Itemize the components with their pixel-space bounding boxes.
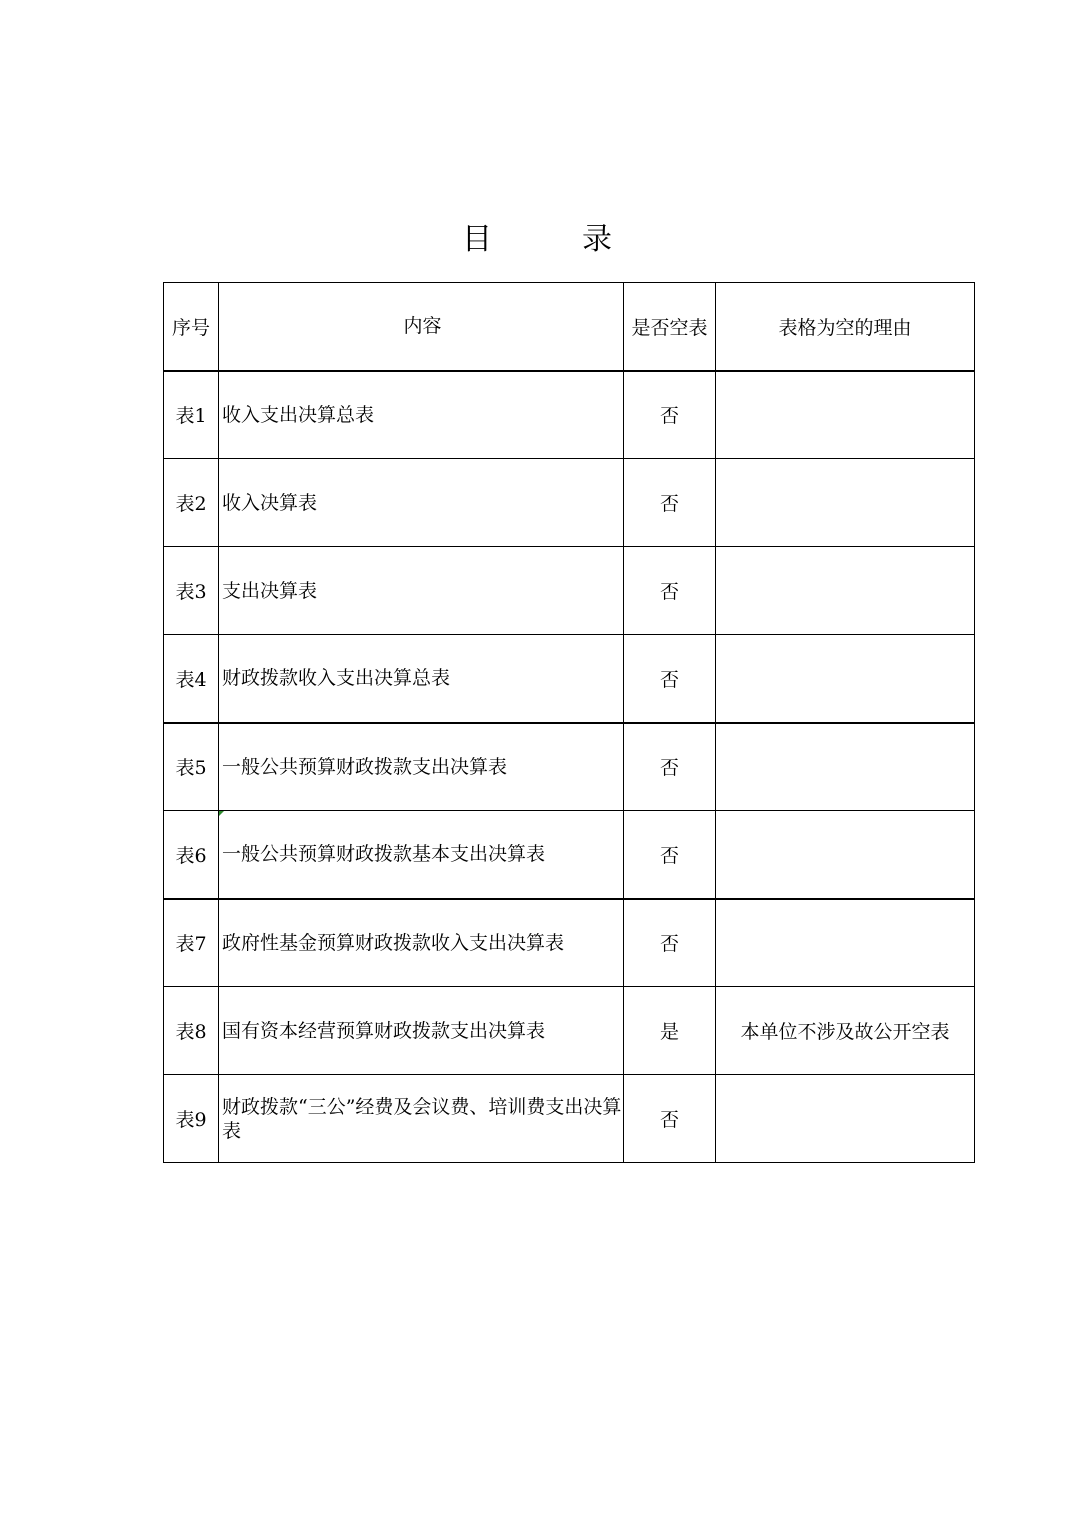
row-reason xyxy=(716,1075,975,1163)
row-is-empty: 否 xyxy=(624,723,716,811)
header-no: 序号 xyxy=(164,283,219,371)
table-header-row xyxy=(164,283,975,371)
table-row xyxy=(164,987,975,1075)
row-is-empty: 是 xyxy=(624,987,716,1075)
row-reason xyxy=(716,459,975,547)
row-is-empty: 否 xyxy=(624,899,716,987)
row-no: 表6 xyxy=(164,811,219,899)
table-row xyxy=(164,723,975,811)
page-title: 目 录 xyxy=(462,222,642,257)
row-is-empty: 否 xyxy=(624,1075,716,1163)
row-is-empty: 否 xyxy=(624,547,716,635)
row-reason xyxy=(716,899,975,987)
row-no: 表1 xyxy=(164,371,219,459)
table-row xyxy=(164,459,975,547)
row-is-empty: 否 xyxy=(624,459,716,547)
row-no: 表2 xyxy=(164,459,219,547)
row-content: 财政拨款“三公”经费及会议费、培训费支出决算表 xyxy=(219,1075,624,1163)
row-content: 国有资本经营预算财政拨款支出决算表 xyxy=(219,987,624,1075)
toc-table xyxy=(163,282,975,1163)
row-content: 支出决算表 xyxy=(219,547,624,635)
row-content: 收入支出决算总表 xyxy=(219,371,624,459)
row-is-empty: 否 xyxy=(624,371,716,459)
row-is-empty: 否 xyxy=(624,811,716,899)
row-reason xyxy=(716,635,975,723)
row-reason xyxy=(716,371,975,459)
row-content: 收入决算表 xyxy=(219,459,624,547)
table-row xyxy=(164,547,975,635)
row-reason: 本单位不涉及故公开空表 xyxy=(716,987,975,1075)
row-no: 表3 xyxy=(164,547,219,635)
table-row xyxy=(164,371,975,459)
header-reason: 表格为空的理由 xyxy=(716,283,975,371)
row-content: 一般公共预算财政拨款基本支出决算表 xyxy=(219,811,624,899)
table-row xyxy=(164,635,975,723)
table-row xyxy=(164,811,975,899)
row-reason xyxy=(716,811,975,899)
row-content: 财政拨款收入支出决算总表 xyxy=(219,635,624,723)
header-is-empty: 是否空表 xyxy=(624,283,716,371)
row-is-empty: 否 xyxy=(624,635,716,723)
table-row xyxy=(164,899,975,987)
row-no: 表4 xyxy=(164,635,219,723)
row-reason xyxy=(716,723,975,811)
table-row xyxy=(164,1075,975,1163)
row-content: 政府性基金预算财政拨款收入支出决算表 xyxy=(219,899,624,987)
row-no: 表8 xyxy=(164,987,219,1075)
row-reason xyxy=(716,547,975,635)
row-no: 表5 xyxy=(164,723,219,811)
header-content: 内容 xyxy=(219,283,624,371)
row-no: 表9 xyxy=(164,1075,219,1163)
row-content: 一般公共预算财政拨款支出决算表 xyxy=(219,723,624,811)
row-no: 表7 xyxy=(164,899,219,987)
